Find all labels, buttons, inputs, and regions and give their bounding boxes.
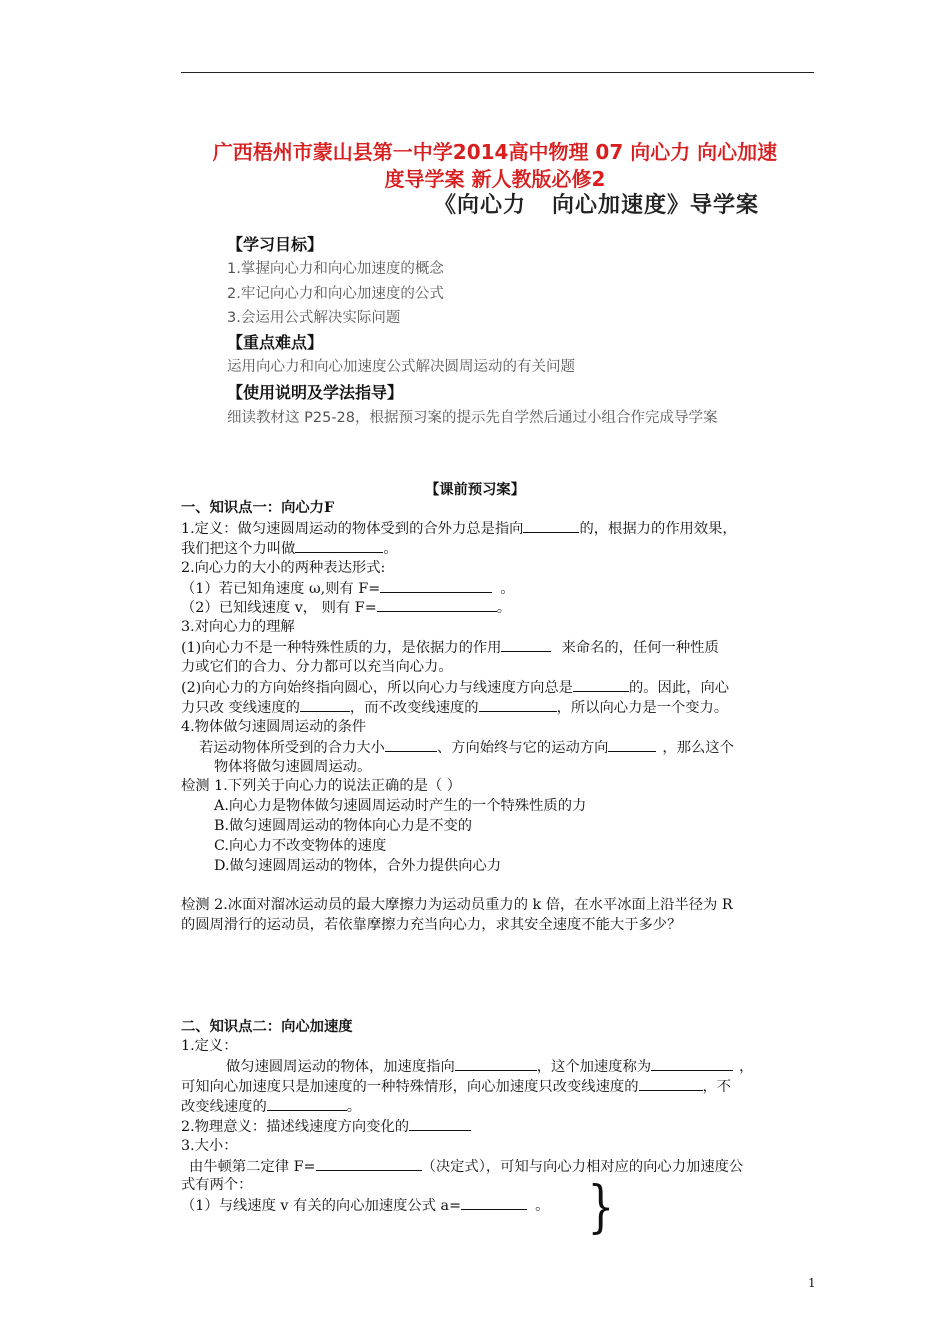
blank-field[interactable] bbox=[461, 1195, 527, 1210]
s2-size: 3.大小： bbox=[181, 1138, 238, 1154]
key-points-text: 运用向心力和向心加速度公式解决圆周运动的有关问题 bbox=[227, 359, 575, 375]
document-title-line2: 度导学案 新人教版必修2 bbox=[384, 167, 606, 191]
page-number: 1 bbox=[808, 1276, 816, 1290]
blank-field[interactable] bbox=[573, 677, 629, 692]
blank-field[interactable] bbox=[380, 578, 492, 593]
blank-field[interactable] bbox=[316, 1156, 422, 1171]
s2-newton-line1: 由牛顿第二定律 F= （决定式），可知与向心力相对应的向心力加速度公 bbox=[189, 1156, 743, 1178]
s1-understanding-2a: (2)向心力的方向始终指向圆心，所以向心力与线速度方向总是 的。因此，向心 bbox=[181, 677, 729, 699]
blank-field[interactable] bbox=[455, 1056, 537, 1071]
s1-condition: 4.物体做匀速圆周运动的条件 bbox=[181, 719, 367, 735]
s1-condition-text: 若运动物体所受到的合力大小 、方向始终与它的运动方向 ，那么这个 bbox=[199, 737, 734, 759]
s2-definition-line2: 可知向心加速度只是加速度的一种特殊情形，向心加速度只改变线速度的 ，不 bbox=[181, 1076, 731, 1098]
test1-option-d[interactable]: D.做匀速圆周运动的物体，合外力提供向心力 bbox=[214, 858, 502, 874]
section2-heading: 二、知识点二：向心加速度 bbox=[181, 1019, 353, 1035]
s2-definition-label: 1.定义： bbox=[181, 1038, 238, 1054]
usage-heading: 【使用说明及学法指导】 bbox=[227, 383, 404, 402]
preview-heading: 【课前预习案】 bbox=[424, 482, 526, 498]
key-points-heading: 【重点难点】 bbox=[227, 333, 324, 352]
s1-forms: 2.向心力的大小的两种表达形式: bbox=[181, 560, 386, 576]
blank-field[interactable] bbox=[523, 518, 579, 533]
s2-formula-1: （1）与线速度 v 有关的向心加速度公式 a= 。 bbox=[181, 1195, 549, 1217]
blank-field[interactable] bbox=[377, 597, 497, 612]
curly-brace-icon: } bbox=[587, 1175, 615, 1240]
s2-newton-line2: 式有两个： bbox=[181, 1177, 253, 1193]
s1-understanding-2b: 力只改 变线速度的 ，而不改变线速度的 ，所以向心力是一个变力。 bbox=[181, 697, 728, 719]
s2-definition-line3: 改变线速度的 。 bbox=[181, 1096, 361, 1118]
test1-option-c[interactable]: C.向心力不改变物体的速度 bbox=[214, 838, 387, 854]
test2-question-line2: 的圆周滑行的运动员，若依靠摩擦力充当向心力，求其安全速度不能大于多少？ bbox=[181, 917, 682, 933]
blank-field[interactable] bbox=[267, 1096, 347, 1111]
s1-linear-form: （2）已知线速度 v， 则有 F= 。 bbox=[181, 597, 511, 619]
blank-field[interactable] bbox=[639, 1076, 703, 1091]
goal-item-3: 3.会运用公式解决实际问题 bbox=[227, 310, 401, 326]
section1-heading: 一、知识点一：向心力F bbox=[181, 500, 335, 516]
document-title-line1: 广西梧州市蒙山县第一中学2014高中物理 07 向心力 向心加速 bbox=[212, 140, 778, 164]
test1-option-a[interactable]: A.向心力是物体做匀速圆周运动时产生的一个特殊性质的力 bbox=[214, 798, 587, 814]
blank-field[interactable] bbox=[300, 697, 350, 712]
test1-option-b[interactable]: B.做匀速圆周运动的物体向心力是不变的 bbox=[214, 818, 473, 834]
header-rule bbox=[181, 72, 814, 73]
goals-heading: 【学习目标】 bbox=[227, 235, 324, 254]
document-subtitle: 《向心力 向心加速度》导学案 bbox=[434, 193, 759, 218]
blank-field[interactable] bbox=[479, 697, 557, 712]
blank-field[interactable] bbox=[385, 737, 437, 752]
s1-definition-line2: 我们把这个力叫做 。 bbox=[181, 538, 398, 560]
s2-meaning: 2.物理意义：描述线速度方向变化的 bbox=[181, 1116, 471, 1138]
s1-definition-line1: 1.定义：做匀速圆周运动的物体受到的合外力总是指向 的，根据力的作用效果， bbox=[181, 518, 737, 540]
s1-angular-form: （1）若已知角速度 ω,则有 F= 。 bbox=[181, 578, 515, 600]
s2-definition-line1: 做匀速圆周运动的物体，加速度指向 ，这个加速度称为 ， bbox=[226, 1056, 753, 1078]
blank-field[interactable] bbox=[651, 1056, 733, 1071]
blank-field[interactable] bbox=[501, 637, 551, 652]
s1-understanding-1b: 力或它们的合力、分力都可以充当向心力。 bbox=[181, 659, 453, 675]
s1-understanding: 3.对向心力的理解 bbox=[181, 619, 295, 635]
s1-condition-end: 物体将做匀速圆周运动。 bbox=[214, 759, 372, 775]
goal-item-2: 2.牢记向心力和向心加速度的公式 bbox=[227, 286, 444, 302]
s1-understanding-1a: (1)向心力不是一种特殊性质的力，是依据力的作用 来命名的，任何一种性质 bbox=[181, 637, 719, 659]
blank-field[interactable] bbox=[295, 538, 383, 553]
goal-item-1: 1.掌握向心力和向心加速度的概念 bbox=[227, 261, 444, 277]
blank-field[interactable] bbox=[608, 737, 656, 752]
usage-text: 细读教材这 P25-28，根据预习案的提示先自学然后通过小组合作完成导学案 bbox=[227, 410, 718, 426]
test1-question: 检测 1.下列关于向心力的说法正确的是（ ） bbox=[181, 778, 462, 794]
test2-question-line1: 检测 2.冰面对溜冰运动员的最大摩擦力为运动员重力的 k 倍，在水平冰面上沿半径为 R bbox=[181, 897, 733, 913]
blank-field[interactable] bbox=[409, 1116, 471, 1131]
